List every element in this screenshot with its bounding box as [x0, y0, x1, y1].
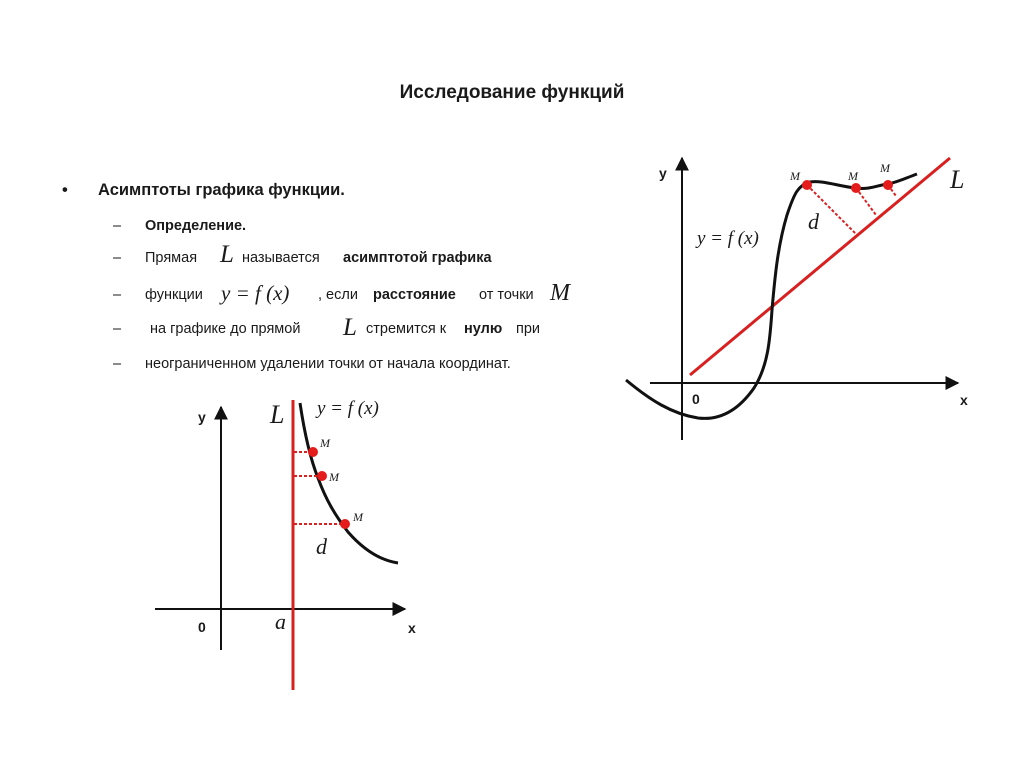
- right-origin-label: 0: [692, 391, 700, 407]
- text-segment: от точки: [479, 287, 534, 303]
- right-axis-label-y: y: [659, 165, 667, 181]
- text-emphasis: нулю: [464, 321, 503, 337]
- dash: –: [113, 321, 122, 337]
- dash: –: [113, 356, 122, 372]
- left-point-label: M: [320, 436, 330, 450]
- left-asymptote-label: L: [270, 400, 285, 429]
- definition-label: Определение.: [145, 218, 247, 234]
- right-point-label: M: [848, 169, 858, 183]
- text-segment: на графике до прямой: [150, 321, 301, 337]
- dash: –: [113, 287, 122, 303]
- right-distance-label: d: [808, 209, 819, 234]
- left-point-label: M: [329, 470, 339, 484]
- dash: –: [113, 250, 122, 266]
- text-emphasis: асимптотой графика: [343, 250, 492, 266]
- left-point-m: [340, 519, 350, 529]
- right-point-label: M: [880, 161, 890, 175]
- right-point-label: M: [790, 169, 800, 183]
- right-distance-segment: [856, 188, 876, 215]
- left-point-m: [308, 447, 318, 457]
- left-function-label: y = f (x): [317, 398, 379, 419]
- bullet-marker: •: [62, 181, 68, 199]
- math-L: L: [220, 241, 234, 268]
- text-segment: называется: [242, 250, 320, 266]
- left-graph: [155, 398, 416, 690]
- right-function-label: y = f (x): [697, 228, 759, 249]
- dash: –: [113, 218, 122, 234]
- right-point-m: [802, 180, 812, 190]
- text-segment: стремится к: [366, 321, 447, 337]
- math-M: M: [550, 280, 570, 306]
- left-axis-label-y: y: [198, 409, 206, 425]
- text-emphasis: расстояние: [373, 287, 456, 303]
- left-a-label: a: [275, 609, 286, 634]
- right-asymptote-label: L: [950, 165, 965, 194]
- right-point-m: [851, 183, 861, 193]
- left-axis-label-x: x: [408, 620, 416, 636]
- bullet-text: Асимптоты графика функции.: [98, 181, 345, 199]
- right-point-m: [883, 180, 893, 190]
- right-axis-label-x: x: [960, 392, 968, 408]
- left-function-curve: [300, 403, 398, 563]
- math-function: y = f (x): [221, 281, 290, 305]
- right-asymptote-line: [690, 158, 950, 375]
- left-point-m: [317, 471, 327, 481]
- text-segment: Прямая: [145, 250, 198, 266]
- left-origin-label: 0: [198, 619, 206, 635]
- left-point-label: M: [353, 510, 363, 524]
- text-segment: , если: [318, 287, 358, 303]
- slide-title: Исследование функций: [399, 82, 625, 103]
- text-segment: неограниченном удалении точки от начала координат.: [145, 356, 511, 372]
- text-segment: функции: [145, 287, 203, 303]
- text-segment: при: [516, 321, 541, 337]
- right-graph: [626, 158, 968, 440]
- math-L: L: [343, 314, 357, 341]
- right-function-curve: [626, 174, 917, 418]
- left-distance-label: d: [316, 534, 327, 559]
